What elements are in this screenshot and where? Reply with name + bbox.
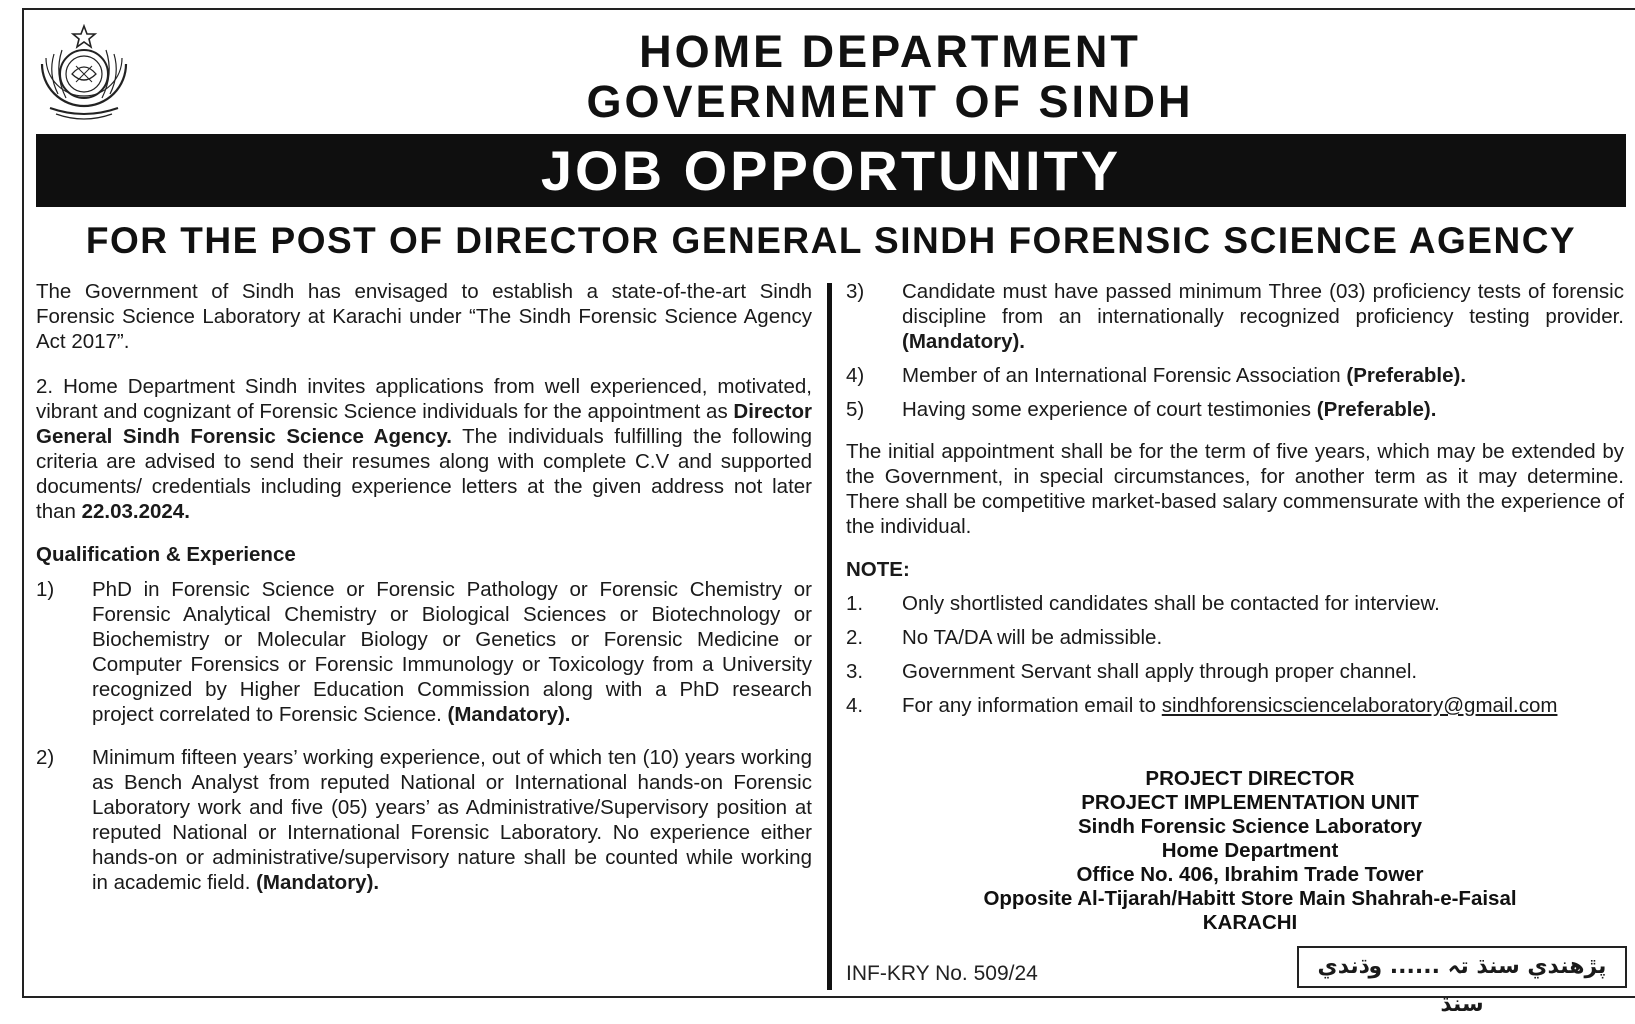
qualification-item (846, 363, 1624, 388)
signature-line: PROJECT IMPLEMENTATION UNIT (1081, 791, 1419, 814)
invitation-text-2: The individuals fulfilling the following criteria are advised to send their resumes along with complete C.V and supported documents/ credentials including experience letters at the given address not later than (36, 425, 812, 523)
signature-line: Home Department (1161, 839, 1339, 862)
mandatory-tag: (Mandatory). (902, 330, 1025, 353)
border-left (22, 8, 24, 998)
mandatory-tag: (Mandatory). (447, 703, 571, 726)
signature-block (900, 767, 1600, 935)
note-item (846, 625, 1624, 650)
note-item (846, 659, 1624, 684)
border-top (22, 8, 1635, 10)
column-divider (827, 283, 832, 990)
note-item (846, 591, 1624, 616)
item-text: Member of an International Forensic Association (Preferable). (902, 364, 1467, 387)
qualification-item (36, 745, 812, 895)
qualification-heading: Qualification & Experience (36, 543, 296, 566)
item-number: 4) (846, 364, 865, 387)
item-text: Candidate must have passed minimum Three (03) proficiency tests of forensic discipline from an internationally recognized proficiency testing provider. (Mandatory). (902, 280, 1624, 353)
term-paragraph: The initial appointment shall be for the term of five years, which may be extended by the Government, in special circumstances, for another term as it may determine. There shall be competitive market-based salary commensurate with the experience of the individual. (846, 440, 1624, 538)
post-name-bold: Director General Sindh Forensic Science Agency. (36, 400, 813, 448)
item-number: 2) (36, 746, 55, 769)
preferable-tag: (Preferable). (1316, 398, 1437, 421)
right-column (846, 279, 1624, 718)
signature-line: Opposite Al-Tijarah/Habitt Store Main Shahrah-e-Faisal (983, 887, 1517, 910)
preferable-tag: (Preferable). (1346, 364, 1467, 387)
note-heading: NOTE: (846, 558, 910, 581)
note-number: 3. (846, 660, 864, 683)
item-number: 5) (846, 398, 865, 421)
note-item (846, 693, 1624, 718)
note-text: No TA/DA will be admissible. (902, 626, 1163, 649)
left-column (36, 279, 812, 895)
border-bottom (22, 996, 1635, 998)
reference-number: INF-KRY No. 509/24 (846, 962, 1038, 985)
signature-line: KARACHI (1202, 911, 1298, 934)
note-text: Only shortlisted candidates shall be contacted for interview. (902, 592, 1440, 615)
item-text: Having some experience of court testimonies (Preferable). (902, 398, 1437, 421)
qualification-item (846, 279, 1624, 354)
note-number: 1. (846, 592, 864, 615)
note-number: 2. (846, 626, 864, 649)
sindh-government-emblem-icon (32, 24, 136, 124)
mandatory-tag: (Mandatory). (256, 871, 380, 894)
signature-line: Sindh Forensic Science Laboratory (1077, 815, 1423, 838)
note-text: For any information email to sindhforensicsciencelaboratory@gmail.com (902, 694, 1558, 717)
intro-paragraph: The Government of Sindh has envisaged to establish a state-of-the-art Sindh Forensic Science Laboratory at Karachi under “The Sindh Forensic Science Agency Act 2017”. (36, 280, 812, 353)
item-number: 1) (36, 578, 55, 601)
deadline-date: 22.03.2024. (81, 500, 190, 523)
contact-email-link[interactable]: sindhforensicsciencelaboratory@gmail.com (1161, 694, 1558, 717)
signature-line: Office No. 406, Ibrahim Trade Tower (1076, 863, 1424, 886)
post-title: FOR THE POST OF DIRECTOR GENERAL SINDH FORENSIC SCIENCE AGENCY (85, 220, 1577, 261)
item-text: PhD in Forensic Science or Forensic Pathology or Forensic Chemistry or Forensic Analytical Chemistry or Biological Sciences or Biotechnology or Biochemistry or Molecular Biology or Genetics or Forensic Medicine or Computer Forensics or Forensic Immunology or Toxicology from a University recognized by Higher Education Commission along with a PhD research project correlated to Forensic Science. (Mandatory). (92, 578, 812, 726)
urdu-slogan-box: پڙهندي سنڌ تہ ...... وڌندي سنڌ (1297, 946, 1627, 988)
invitation-paragraph (36, 374, 812, 524)
note-number: 4. (846, 694, 864, 717)
department-title: HOME DEPARTMENT (639, 26, 1141, 77)
qualification-item (846, 397, 1624, 422)
item-number: 3) (846, 280, 865, 303)
qualification-item (36, 577, 812, 727)
item-text: Minimum fifteen years’ working experience, out of which ten (10) years working as Bench Analyst from reputed National or International hands-on Forensic Laboratory work and five (05) years’ as Administrative/Supervisory position at reputed National or International Forensic Laboratory. No experience either hands-on or administrative/supervisory nature shall be counted while working in academic field. (Mandatory). (92, 746, 812, 894)
signature-line: PROJECT DIRECTOR (1145, 767, 1355, 790)
note-text: Government Servant shall apply through proper channel. (902, 660, 1418, 683)
government-title: GOVERNMENT OF SINDH (586, 76, 1194, 127)
job-opportunity-banner: JOB OPPORTUNITY (36, 134, 1626, 207)
invitation-text-1: 2. Home Department Sindh invites applications from well experienced, motivated, vibrant and cognizant of Forensic Science individuals for the appointment as (36, 375, 812, 423)
